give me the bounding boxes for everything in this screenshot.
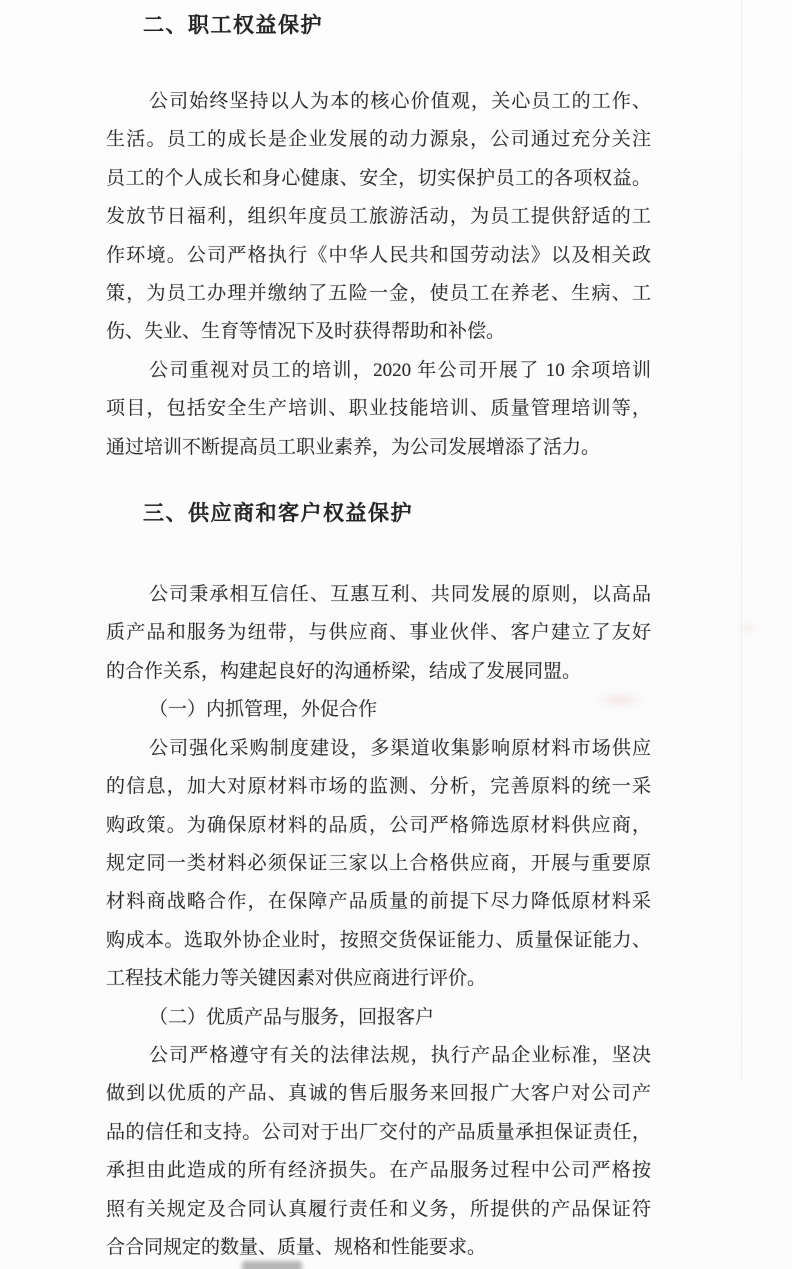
text-line: 照有关规定及合同认真履行责任和义务，所提供的产品保证符 [106, 1198, 651, 1220]
text-line: 公司强化采购制度建设，多渠道收集影响原材料市场供应 [149, 737, 651, 759]
section-heading: 三、供应商和客户权益保护 [143, 502, 413, 526]
text-line: 做到以优质的产品、真诚的售后服务来回报广大客户对公司产 [106, 1083, 651, 1105]
text-line: 质产品和服务为纽带，与供应商、事业伙伴、客户建立了友好 [106, 622, 651, 644]
paragraph [106, 352, 651, 467]
sub-item-heading: （二）优质产品与服务，回报客户 [149, 1006, 435, 1028]
text-line: 品的信任和支持。公司对于出厂交付的产品质量承担保证责任， [106, 1121, 651, 1143]
paragraph [106, 576, 651, 691]
text-line: 合合同规定的数量、质量、规格和性能要求。 [106, 1236, 487, 1258]
text-line: 公司始终坚持以人为本的核心价值观，关心员工的工作、 [149, 91, 651, 112]
text-line: 的合作关系，构建起良好的沟通桥梁，结成了发展同盟。 [106, 660, 582, 682]
text-line: 员工的个人成长和身心健康、安全，切实保护员工的各项权益。 [106, 167, 651, 189]
text-line: 伤、失业、生育等情况下及时获得帮助和补偿。 [106, 321, 506, 343]
sub-item-heading: （一）内抓管理，外促合作 [149, 699, 378, 721]
scan-fold-line [741, 0, 742, 1080]
text-line: 通过培训不断提高员工职业素养，为公司发展增添了活力。 [106, 436, 601, 458]
scan-artifact-pink [736, 622, 762, 634]
text-line: 公司秉承相互信任、互惠互利、共同发展的原则，以高品 [149, 584, 651, 606]
text-line: 策，为员工办理并缴纳了五险一金，使员工在养老、生病、工 [106, 283, 651, 305]
text-line: 规定同一类材料必须保证三家以上合格供应商，开展与重要原 [106, 852, 651, 874]
text-line: 公司重视对员工的培训，2020 年公司开展了 10 余项培训 [149, 359, 651, 381]
section-heading: 二、职工权益保护 [143, 14, 323, 37]
text-line: 工程技术能力等关键因素对供应商进行评价。 [106, 968, 487, 990]
text-line: 购政策。为确保原材料的品质，公司严格筛选原材料供应商， [106, 814, 651, 836]
text-line: 发放节日福利，组织年度员工旅游活动，为员工提供舒适的工 [106, 206, 651, 228]
section-supplier-customer-rights [106, 499, 651, 1267]
text-line: 公司严格遵守有关的法律法规，执行产品企业标准，坚决 [149, 1044, 651, 1066]
text-line: 承担由此造成的所有经济损失。在产品服务过程中公司严格按 [106, 1160, 651, 1182]
section-employee-rights [106, 11, 651, 467]
paragraph [106, 730, 651, 999]
text-line: 生活。员工的成长是企业发展的动力源泉，公司通过充分关注 [106, 129, 651, 151]
text-line: 材料商战略合作，在保障产品质量的前提下尽力降低原材料采 [106, 891, 651, 913]
paragraph [106, 1037, 651, 1267]
document-content [106, 0, 651, 1267]
text-line: 项目，包括安全生产培训、职业技能培训、质量管理培训等， [106, 398, 651, 420]
paragraph [106, 83, 651, 352]
text-line: 的信息，加大对原材料市场的监测、分析，完善原料的统一采 [106, 776, 651, 798]
text-line: 作环境。公司严格执行《中华人民共和国劳动法》以及相关政 [106, 244, 651, 266]
text-line: 购成本。选取外协企业时，按照交货保证能力、质量保证能力、 [106, 929, 651, 951]
